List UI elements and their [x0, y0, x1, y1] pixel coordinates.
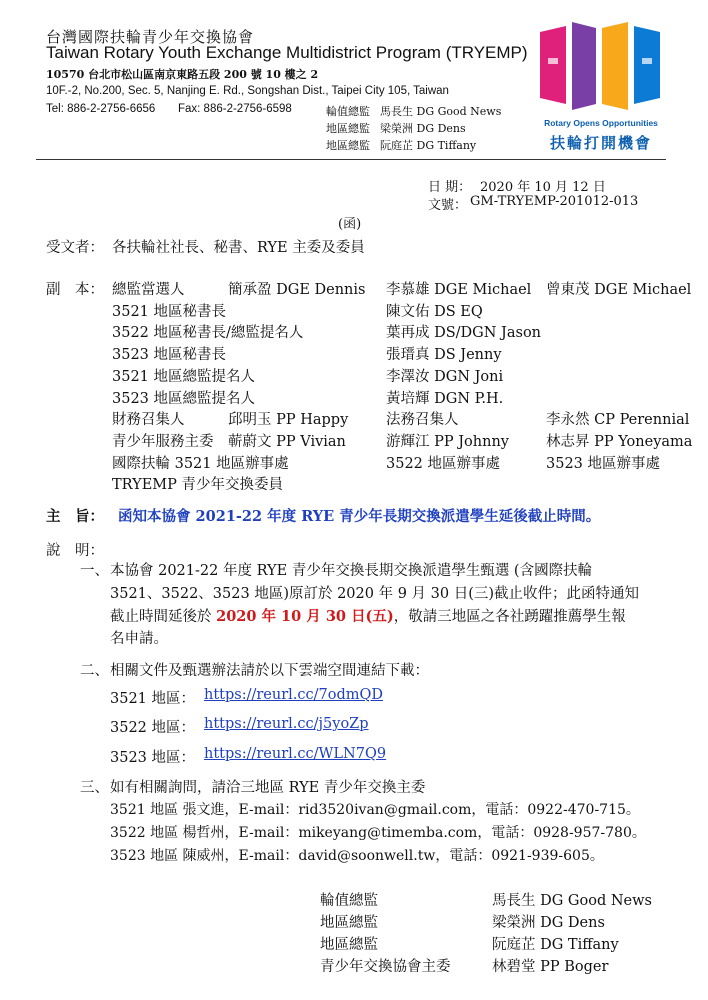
sig-name-1: 馬長生 DG Good News — [492, 893, 652, 909]
sig-title-1: 輪值總監 — [320, 893, 378, 909]
item2-number: 二、 — [80, 663, 109, 679]
cc-row-6-col-1: 3523 地區總監提名人 — [112, 390, 256, 407]
sig-title-2: 地區總監 — [320, 915, 378, 931]
cc-row-2-col-3: 陳文佑 DS EQ — [386, 303, 483, 320]
link-district-3521: 3521 地區： — [110, 691, 196, 707]
header-exec-name-3: 阮庭芷 DG Tiffany — [380, 139, 477, 152]
cc-row-7-col-2: 邱明玉 PP Happy — [228, 412, 349, 429]
rotary-opens-opportunities-logo — [536, 18, 666, 158]
cc-label: 副 本： — [46, 282, 104, 298]
cc-row-3-col-3: 葉再成 DS/DGN Jason — [386, 325, 542, 342]
cc-row-1-col-4: 曾東茂 DGE Michael — [546, 282, 692, 298]
cc-row-7-col-1: 財務召集人 — [112, 412, 185, 429]
tel: Tel: 886-2-2756-6656 — [46, 103, 156, 115]
date-label: 日 期： — [428, 180, 472, 195]
link-3521[interactable]: https://reurl.cc/7odmQD — [204, 687, 384, 703]
item3-number: 三、 — [80, 780, 109, 796]
link-3523[interactable]: https://reurl.cc/WLN7Q9 — [204, 746, 387, 762]
org-name-zh: 台灣國際扶輪青少年交換協會 — [46, 28, 255, 46]
address-zh: 10570 台北市松山區南京東路五段 200 號 10 樓之 2 — [46, 68, 319, 81]
item1-line3-post: ，敬請三地區之各社踴躍推薦學生報 — [393, 609, 626, 625]
sig-title-3: 地區總監 — [320, 937, 378, 953]
cc-row-3-col-1: 3522 地區秘書長/總監提名人 — [112, 325, 304, 342]
sig-name-2: 梁榮洲 DG Dens — [492, 915, 605, 931]
header-exec-title-3: 地區總監 — [326, 139, 370, 152]
cc-row-9-col-1: 國際扶輪 3521 地區辦事處 — [112, 455, 289, 472]
recipients-value: 各扶輪社社長、秘書、RYE 主委及委員 — [112, 240, 365, 256]
new-deadline: 2020 年 10 月 30 日(五) — [216, 608, 394, 625]
contact-3522: 3522 地區 楊哲州，E-mail：mikeyang@timemba.com，電話：0928-957-780。 — [110, 825, 646, 841]
header-exec-title-1: 輪值總監 — [326, 105, 370, 118]
sig-name-3: 阮庭芷 DG Tiffany — [492, 937, 619, 953]
item1-line1: 本協會 2021-22 年度 RYE 青少年交換長期交換派遣學生甄選 (含國際扶輪 — [110, 563, 593, 579]
address-en: 10F.-2, No.200, Sec. 5, Nanjing E. Rd., Songshan Dist., Taipei City 105, Taiwan — [46, 85, 449, 97]
cc-row-1-col-3: 李慕雄 DGE Michael — [386, 282, 532, 298]
cc-row-5-col-1: 3521 地區總監提名人 — [112, 368, 256, 385]
cc-row-1-col-1: 總監當選人 — [112, 282, 185, 298]
cc-row-8-col-1: 青少年服務主委 — [112, 433, 214, 450]
doc-no-label: 文號： — [428, 198, 468, 213]
item3-text: 如有相關詢問，請洽三地區 RYE 青少年交換主委 — [110, 780, 426, 796]
cc-row-10-col-1: TRYEMP 青少年交換委員 — [112, 477, 284, 494]
item1-line3-pre: 截止時間延後於 — [110, 609, 217, 625]
cc-row-8-col-3: 游輝江 PP Johnny — [386, 433, 509, 450]
logo-text-zh: 扶輪打開機會 — [549, 135, 652, 152]
doors-logo-icon — [536, 18, 666, 118]
header-exec-name-2: 梁榮洲 DG Dens — [380, 122, 466, 135]
cc-row-7-col-4: 李永然 CP Perennial — [546, 412, 690, 429]
cc-row-4-col-1: 3523 地區秘書長 — [112, 347, 227, 364]
cc-row-6-col-3: 黃培輝 DGN P.H. — [386, 390, 504, 407]
item1-line2: 3521、3522、3523 地區)原訂於 2020 年 9 月 30 日(三)截止收件；此函特通知 — [110, 586, 640, 602]
letter-type: (函) — [338, 217, 362, 232]
header-exec-title-2: 地區總監 — [326, 122, 370, 135]
org-name-en: Taiwan Rotary Youth Exchange Multidistrict Program (TRYEMP) — [46, 43, 528, 62]
date-value: 2020 年 10 月 12 日 — [480, 180, 606, 195]
cc-row-5-col-3: 李澤汝 DGN Joni — [386, 368, 504, 385]
doc-no-value: GM-TRYEMP-201012-013 — [470, 194, 639, 209]
item1-number: 一、 — [80, 563, 109, 579]
cc-row-4-col-3: 張瑨真 DS Jenny — [386, 347, 502, 364]
item1-line4: 名申請。 — [110, 631, 168, 647]
item2-text: 相關文件及甄選辦法請於以下雲端空間連結下載： — [110, 663, 429, 679]
link-district-3522: 3522 地區： — [110, 720, 196, 736]
cc-row-9-col-3: 3522 地區辦事處 — [386, 455, 501, 472]
sig-title-4: 青少年交換協會主委 — [320, 959, 451, 975]
contact-3521: 3521 地區 張文進，E-mail：rid3520ivan@gmail.com，電話：0922-470-715。 — [110, 802, 640, 818]
recipients-label: 受文者： — [46, 240, 104, 256]
cc-row-1-col-2: 簡承盈 DGE Dennis — [228, 282, 366, 298]
cc-row-8-col-2: 蕲蔚文 PP Vivian — [228, 433, 346, 450]
sig-name-4: 林碧堂 PP Boger — [492, 959, 609, 975]
cc-row-7-col-3: 法務召集人 — [386, 412, 459, 429]
item1-line3 — [110, 605, 626, 626]
subject-label: 主 旨： — [46, 508, 104, 525]
subject-text: 函知本協會 2021-22 年度 RYE 青少年長期交換派遣學生延後截止時間。 — [118, 508, 601, 525]
header-exec-name-1: 馬長生 DG Good News — [380, 105, 502, 118]
header-divider — [36, 159, 666, 160]
fax: Fax: 886-2-2756-6598 — [178, 103, 292, 115]
explanation-label: 說 明： — [46, 543, 104, 559]
cc-row-9-col-4: 3523 地區辦事處 — [546, 455, 661, 472]
link-3522[interactable]: https://reurl.cc/j5yoZp — [204, 716, 369, 732]
cc-row-8-col-4: 林志昇 PP Yoneyama — [546, 433, 693, 450]
link-district-3523: 3523 地區： — [110, 750, 196, 766]
cc-row-2-col-1: 3521 地區秘書長 — [112, 303, 227, 320]
contact-3523: 3523 地區 陳威州，E-mail：david@soonwell.tw，電話：0921-939-605。 — [110, 848, 604, 864]
logo-text-en: Rotary Opens Opportunities — [544, 118, 658, 128]
